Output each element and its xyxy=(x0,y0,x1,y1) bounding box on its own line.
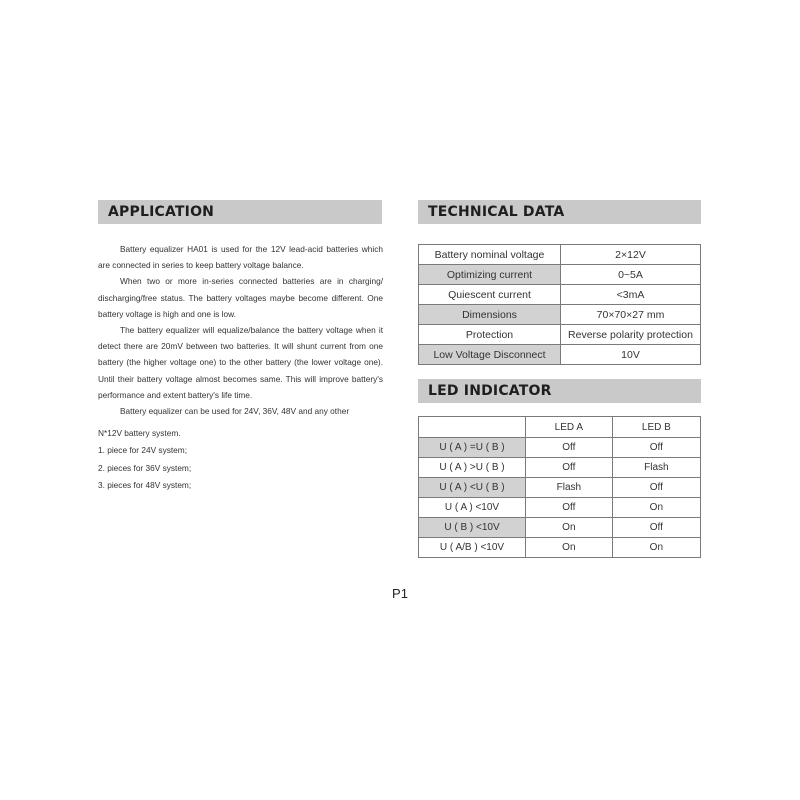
table-row xyxy=(419,478,701,498)
application-paragraph: Battery equalizer can be used for 24V, 36V, 48V and any other xyxy=(120,406,350,417)
condition-cell: U ( A ) <U ( B ) xyxy=(419,478,526,498)
spec-value: 0~5A xyxy=(561,265,701,285)
table-row xyxy=(419,245,701,265)
list-item: 3. pieces for 48V system; xyxy=(98,479,192,490)
condition-cell: U ( A ) =U ( B ) xyxy=(419,438,526,458)
table-row xyxy=(419,285,701,305)
spec-label: Battery nominal voltage xyxy=(419,245,561,265)
page-number: P1 xyxy=(392,586,408,601)
led-a-cell: Off xyxy=(526,458,613,478)
led-a-cell: Off xyxy=(526,438,613,458)
spec-label: Low Voltage Disconnect xyxy=(419,345,561,365)
spec-value: 70×70×27 mm xyxy=(561,305,701,325)
application-body xyxy=(98,241,383,493)
condition-cell: U ( A/B ) <10V xyxy=(419,538,526,558)
technical-data-table xyxy=(418,244,701,365)
application-heading: APPLICATION xyxy=(98,200,382,224)
condition-cell: U ( A ) <10V xyxy=(419,498,526,518)
led-a-cell: Off xyxy=(526,498,613,518)
application-paragraph: When two or more in-series connected batteries are in charging/ discharging/free status. The battery voltages maybe become different. One battery voltage is high and one is low. xyxy=(98,276,383,319)
technical-data-heading: TECHNICAL DATA xyxy=(418,200,701,224)
spec-label: Optimizing current xyxy=(419,265,561,285)
table-row xyxy=(419,305,701,325)
led-b-cell: Off xyxy=(612,518,700,538)
list-item: 2. pieces for 36V system; xyxy=(98,462,192,473)
led-a-cell: On xyxy=(526,518,613,538)
spec-label: Dimensions xyxy=(419,305,561,325)
table-row xyxy=(419,265,701,285)
column-header: LED B xyxy=(612,417,700,438)
application-paragraph: Battery equalizer HA01 is used for the 12V lead-acid batteries which are connected in series to keep battery voltage balance. xyxy=(98,244,383,271)
led-b-cell: On xyxy=(612,498,700,518)
led-a-cell: On xyxy=(526,538,613,558)
table-row xyxy=(419,345,701,365)
spec-label: Protection xyxy=(419,325,561,345)
condition-cell: U ( A ) >U ( B ) xyxy=(419,458,526,478)
table-row xyxy=(419,538,701,558)
table-row xyxy=(419,458,701,478)
spec-value: 2×12V xyxy=(561,245,701,265)
led-b-cell: Off xyxy=(612,478,700,498)
led-indicator-table xyxy=(418,416,701,558)
spec-value: Reverse polarity protection xyxy=(561,325,701,345)
spec-label: Quiescent current xyxy=(419,285,561,305)
spec-value: <3mA xyxy=(561,285,701,305)
column-header xyxy=(419,417,526,438)
table-row xyxy=(419,518,701,538)
led-b-cell: On xyxy=(612,538,700,558)
spec-value: 10V xyxy=(561,345,701,365)
condition-cell: U ( B ) <10V xyxy=(419,518,526,538)
list-item: 1. piece for 24V system; xyxy=(98,445,188,456)
table-row xyxy=(419,325,701,345)
application-paragraph: The battery equalizer will equalize/balance the battery voltage when it detect there are 20mV between two batteries. It will shunt current from one battery (the higher voltage one) to the other battery (the lower voltage one). Until their battery voltage almost becomes same. This will improve battery's performance and extent battery's life time. xyxy=(98,325,383,400)
table-row xyxy=(419,498,701,518)
led-indicator-heading: LED INDICATOR xyxy=(418,379,701,403)
led-b-cell: Off xyxy=(612,438,700,458)
application-continuation: N*12V battery system. xyxy=(98,428,181,439)
column-header: LED A xyxy=(526,417,613,438)
led-a-cell: Flash xyxy=(526,478,613,498)
table-header-row xyxy=(419,417,701,438)
led-b-cell: Flash xyxy=(612,458,700,478)
table-row xyxy=(419,438,701,458)
